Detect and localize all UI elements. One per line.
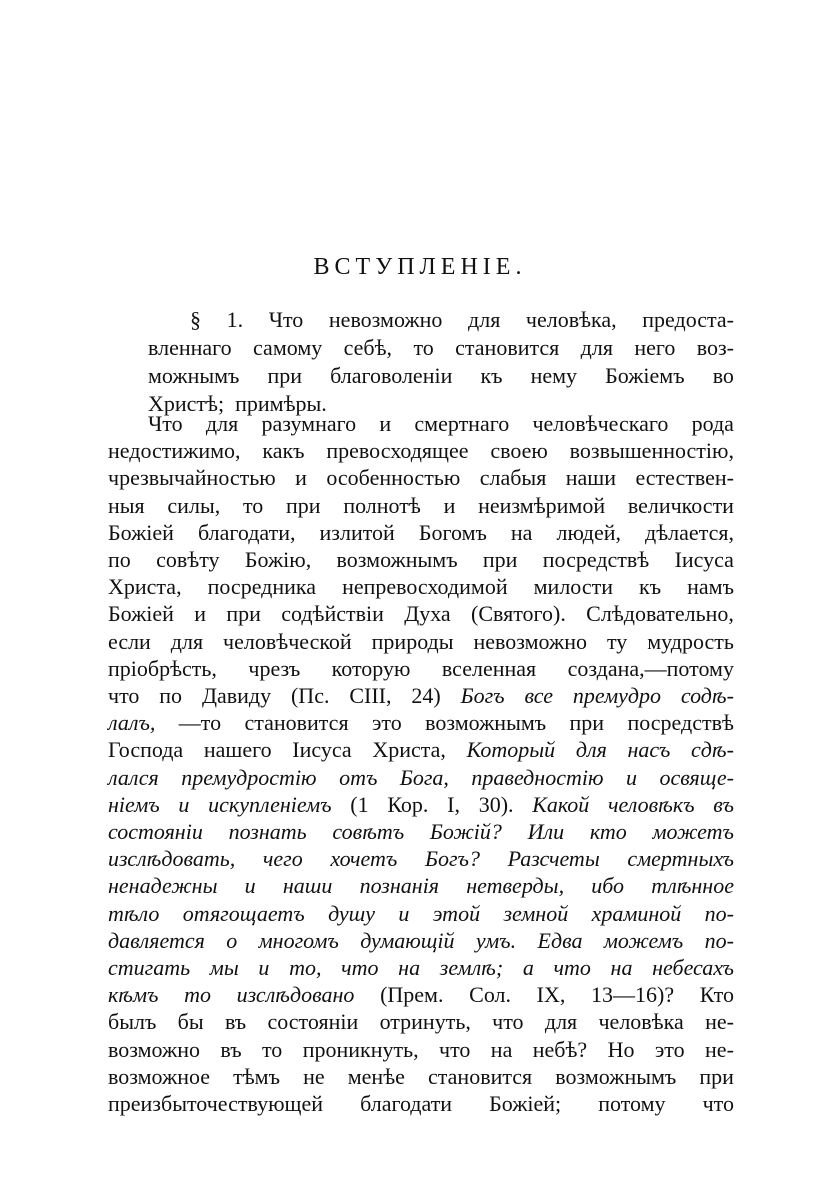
word: слабыя bbox=[479, 465, 547, 490]
word: Давиду bbox=[201, 683, 272, 708]
word: познать bbox=[228, 819, 307, 844]
word: и bbox=[295, 465, 307, 490]
word: человѣкъ bbox=[608, 792, 695, 817]
word: Что bbox=[268, 307, 304, 332]
word: отъ bbox=[339, 765, 378, 790]
word: не- bbox=[705, 1037, 734, 1062]
word: и bbox=[244, 873, 256, 898]
word: что bbox=[553, 955, 591, 980]
body-line bbox=[108, 872, 734, 899]
word: Едва bbox=[537, 928, 583, 953]
word: возвышенностію, bbox=[569, 438, 734, 463]
body-line bbox=[108, 573, 734, 600]
word: нему bbox=[530, 363, 578, 388]
word: что bbox=[108, 683, 140, 708]
word: тѣмъ bbox=[233, 1064, 280, 1089]
word: которую bbox=[331, 656, 411, 681]
word: наши bbox=[282, 873, 333, 898]
word: природы bbox=[371, 629, 454, 654]
word: Духа bbox=[404, 601, 451, 626]
word: благоволеніи bbox=[330, 363, 453, 388]
word: на bbox=[610, 955, 633, 980]
word: излитой bbox=[319, 520, 395, 545]
body-line bbox=[108, 1090, 734, 1117]
chapter-heading: ВСТУПЛЕНІЕ. bbox=[313, 254, 527, 280]
word: пріобрѣсть, bbox=[108, 656, 217, 681]
word: возможно bbox=[108, 1037, 200, 1062]
word: при bbox=[482, 547, 518, 572]
word: то bbox=[184, 982, 211, 1007]
word: 13—16)? bbox=[591, 982, 675, 1007]
word: во bbox=[712, 363, 734, 388]
word: содѣ- bbox=[680, 683, 734, 708]
word: Какой bbox=[532, 792, 590, 817]
word: нетверды, bbox=[466, 873, 565, 898]
word: своею bbox=[490, 438, 548, 463]
word: при bbox=[286, 493, 321, 518]
word: кѣмъ bbox=[108, 982, 159, 1007]
word: становится bbox=[428, 1064, 533, 1089]
word: и bbox=[258, 955, 270, 980]
word: лалъ, bbox=[108, 710, 156, 735]
word: на bbox=[510, 520, 533, 545]
word: кто bbox=[589, 819, 627, 844]
word: то bbox=[242, 493, 264, 518]
word: къ bbox=[639, 574, 662, 599]
word: по- bbox=[704, 928, 734, 953]
body-line bbox=[148, 410, 734, 437]
word: Божіей; bbox=[489, 1091, 562, 1116]
word: человѣческаго bbox=[532, 411, 669, 436]
word: землѣ; bbox=[439, 955, 504, 980]
body-line bbox=[108, 981, 734, 1008]
word: къ bbox=[480, 363, 503, 388]
word: становится bbox=[244, 710, 349, 735]
word: то bbox=[413, 335, 434, 360]
word: и bbox=[178, 792, 190, 817]
word: и bbox=[379, 411, 392, 436]
word: на bbox=[490, 1037, 513, 1062]
summary-line bbox=[148, 334, 734, 361]
word: по bbox=[108, 547, 131, 572]
word: смертныхъ bbox=[627, 846, 734, 871]
word: думающій bbox=[360, 928, 455, 953]
word: чрезвычайностью bbox=[108, 465, 276, 490]
word: Что bbox=[148, 411, 183, 436]
word: что bbox=[702, 1091, 734, 1116]
word: ибо bbox=[591, 873, 625, 898]
word: праведностію bbox=[471, 765, 604, 790]
word: что bbox=[492, 1009, 524, 1034]
word: по bbox=[159, 683, 183, 708]
summary-line bbox=[148, 362, 734, 389]
word: небѣ? bbox=[532, 1037, 588, 1062]
word: въ bbox=[713, 792, 734, 817]
body-line bbox=[108, 791, 734, 818]
word: для bbox=[205, 411, 239, 436]
word: силы, bbox=[167, 493, 221, 518]
word: изслѣдовано bbox=[236, 982, 355, 1007]
word: людей, bbox=[556, 520, 622, 545]
word: Божій? bbox=[429, 819, 502, 844]
body-line bbox=[108, 628, 734, 655]
body-line bbox=[108, 736, 734, 763]
word: Богъ bbox=[460, 683, 505, 708]
body-line bbox=[108, 600, 734, 627]
word: возможное bbox=[108, 1064, 210, 1089]
word: Божію, bbox=[244, 547, 312, 572]
word: стигать bbox=[108, 955, 191, 980]
word: тѣло bbox=[108, 901, 160, 926]
word: преизбыточествующей bbox=[108, 1091, 324, 1116]
word: I, bbox=[447, 792, 460, 817]
word: Господа bbox=[108, 737, 184, 762]
word: лался bbox=[108, 765, 159, 790]
word: возможнымъ bbox=[425, 710, 547, 735]
word: посредствѣ bbox=[542, 547, 650, 572]
word: человѣческой bbox=[223, 629, 352, 654]
word: о bbox=[226, 928, 238, 953]
word: и bbox=[443, 493, 456, 518]
word: земной bbox=[503, 901, 569, 926]
word: давляется bbox=[108, 928, 205, 953]
word: тлѣнное bbox=[651, 873, 734, 898]
word: Христа, bbox=[372, 737, 446, 762]
word: многомъ bbox=[258, 928, 339, 953]
body-line bbox=[108, 1008, 734, 1035]
body-line bbox=[108, 492, 734, 519]
word: превосходящее bbox=[326, 438, 469, 463]
word: человѣка, bbox=[525, 307, 617, 332]
word: Или bbox=[527, 819, 565, 844]
word: 1. bbox=[226, 307, 244, 332]
word: (Святого). bbox=[471, 601, 566, 626]
word: смертнаго bbox=[414, 411, 510, 436]
word: отринуть, bbox=[379, 1009, 471, 1034]
body-line bbox=[108, 818, 734, 845]
word: благодати bbox=[360, 1091, 453, 1116]
word: Сол. bbox=[469, 982, 512, 1007]
word: въ bbox=[224, 1009, 247, 1034]
word: въ bbox=[220, 1037, 242, 1062]
word: Кор. bbox=[387, 792, 429, 817]
word: душу bbox=[328, 901, 376, 926]
word: мудрость bbox=[647, 629, 734, 654]
word: вселенная bbox=[441, 656, 537, 681]
word: и bbox=[398, 901, 410, 926]
word: Бога, bbox=[399, 765, 449, 790]
word: умъ. bbox=[475, 928, 517, 953]
word: (1 bbox=[350, 792, 369, 817]
word: храминой bbox=[591, 901, 682, 926]
word: познанія bbox=[359, 873, 440, 898]
word: CIII, bbox=[349, 683, 392, 708]
word: самому bbox=[253, 335, 323, 360]
word: (Пс. bbox=[290, 683, 330, 708]
word: вленнаго bbox=[148, 335, 232, 360]
body-line bbox=[108, 546, 734, 573]
word: менѣе bbox=[347, 1064, 405, 1089]
word: мы bbox=[209, 955, 239, 980]
word: себѣ, bbox=[343, 335, 393, 360]
word: состояніи bbox=[108, 819, 203, 844]
word: IX, bbox=[536, 982, 566, 1007]
body-line bbox=[108, 764, 734, 791]
word: невозможно bbox=[473, 629, 587, 654]
word: для bbox=[575, 737, 607, 762]
word: совѣтъ bbox=[332, 819, 405, 844]
word: потому bbox=[598, 1091, 666, 1116]
word: Слѣдовательно, bbox=[586, 601, 734, 626]
word: что bbox=[341, 955, 379, 980]
word: при bbox=[699, 1064, 734, 1089]
word: этой bbox=[432, 901, 481, 926]
word: 24) bbox=[411, 683, 441, 708]
word: Іисуса bbox=[292, 737, 352, 762]
word: возможнымъ bbox=[336, 547, 458, 572]
word: намъ bbox=[687, 574, 734, 599]
word: изслѣдовать, bbox=[108, 846, 236, 871]
word: можетъ bbox=[652, 819, 734, 844]
body-line bbox=[108, 709, 734, 736]
body-line bbox=[108, 655, 734, 682]
word: не- bbox=[705, 1009, 734, 1034]
word: чрезъ bbox=[248, 656, 301, 681]
word: сдѣ- bbox=[691, 737, 734, 762]
word: воз- bbox=[696, 335, 734, 360]
word: дѣлается, bbox=[645, 520, 734, 545]
body-line bbox=[108, 464, 734, 491]
word: милости bbox=[533, 574, 613, 599]
word: при bbox=[226, 601, 261, 626]
word: Кто bbox=[699, 982, 734, 1007]
word: примѣры. bbox=[235, 391, 327, 416]
word: полнотѣ bbox=[343, 493, 421, 518]
word: чего bbox=[262, 846, 303, 871]
word: непревосходимой bbox=[342, 574, 508, 599]
word: 30). bbox=[478, 792, 514, 817]
body-line bbox=[108, 954, 734, 981]
word: невозможно bbox=[328, 307, 443, 332]
word: § bbox=[190, 307, 201, 332]
word: Іисуса bbox=[674, 547, 734, 572]
word: то bbox=[261, 1037, 283, 1062]
word: на bbox=[398, 955, 421, 980]
word: если bbox=[108, 629, 151, 654]
word: это bbox=[654, 1037, 685, 1062]
word: него bbox=[634, 335, 676, 360]
word: ніемъ bbox=[108, 792, 160, 817]
word: благодати, bbox=[197, 520, 296, 545]
word: былъ bbox=[108, 1009, 157, 1034]
word: а bbox=[522, 955, 534, 980]
word: отягощаетъ bbox=[182, 901, 305, 926]
word: это bbox=[371, 710, 402, 735]
word: и bbox=[625, 765, 637, 790]
word: можемъ bbox=[603, 928, 684, 953]
word: ненадежны bbox=[108, 873, 218, 898]
body-line bbox=[108, 519, 734, 546]
word: что bbox=[439, 1037, 471, 1062]
word: для bbox=[170, 629, 204, 654]
word: содѣйствіи bbox=[281, 601, 384, 626]
word: рода bbox=[691, 411, 734, 436]
word: все bbox=[524, 683, 553, 708]
word: освяще- bbox=[659, 765, 734, 790]
word: Богъ? bbox=[424, 846, 480, 871]
word: посредника bbox=[207, 574, 317, 599]
summary-line bbox=[190, 306, 734, 333]
body-line bbox=[108, 845, 734, 872]
word: какъ bbox=[262, 438, 305, 463]
word: Богомъ bbox=[418, 520, 487, 545]
word: премудростію bbox=[181, 765, 317, 790]
word: (Прем. bbox=[380, 982, 444, 1007]
word: то, bbox=[289, 955, 322, 980]
body-line bbox=[108, 900, 734, 927]
word: ныя bbox=[108, 493, 145, 518]
word: человѣка bbox=[598, 1009, 684, 1034]
word: по- bbox=[704, 901, 734, 926]
word: —то bbox=[178, 710, 222, 735]
word: можнымъ bbox=[148, 363, 240, 388]
word: разумнаго bbox=[261, 411, 357, 436]
word: искупленіемъ bbox=[208, 792, 332, 817]
word: создана,—потому bbox=[567, 656, 734, 681]
word: не bbox=[303, 1064, 325, 1089]
word: Разсчеты bbox=[507, 846, 600, 871]
word: неизмѣримой bbox=[478, 493, 606, 518]
word: величкости bbox=[627, 493, 734, 518]
word: проникнуть, bbox=[302, 1037, 419, 1062]
word: небесахъ bbox=[652, 955, 734, 980]
word: хочетъ bbox=[330, 846, 398, 871]
body-line bbox=[108, 927, 734, 954]
word: Христа, bbox=[108, 574, 182, 599]
word: предоста- bbox=[642, 307, 734, 332]
word: Божіей bbox=[108, 601, 174, 626]
word: Но bbox=[607, 1037, 635, 1062]
word: посредствѣ bbox=[627, 710, 734, 735]
word: ту bbox=[606, 629, 628, 654]
word: бы bbox=[177, 1009, 204, 1034]
word: особенностью bbox=[326, 465, 461, 490]
word: наши bbox=[565, 465, 617, 490]
body-line bbox=[108, 1063, 734, 1090]
word: недостижимо, bbox=[108, 438, 241, 463]
word: состояніи bbox=[267, 1009, 359, 1034]
word: для bbox=[468, 307, 501, 332]
word: нашего bbox=[203, 737, 272, 762]
word: возможнымъ bbox=[555, 1064, 677, 1089]
word: становится bbox=[455, 335, 560, 360]
word: Который bbox=[466, 737, 556, 762]
word: совѣту bbox=[156, 547, 220, 572]
body-line bbox=[108, 437, 734, 464]
body-line bbox=[108, 1036, 734, 1063]
word: Христѣ; bbox=[148, 391, 225, 416]
word: при bbox=[569, 710, 605, 735]
word: Божіемъ bbox=[605, 363, 685, 388]
body-line bbox=[108, 682, 734, 709]
word: при bbox=[267, 363, 303, 388]
word: естествен- bbox=[635, 465, 734, 490]
word: и bbox=[194, 601, 207, 626]
word: для bbox=[580, 335, 613, 360]
word: Божіей bbox=[108, 520, 174, 545]
word: премудро bbox=[572, 683, 661, 708]
word: насъ bbox=[627, 737, 671, 762]
word: для bbox=[544, 1009, 578, 1034]
